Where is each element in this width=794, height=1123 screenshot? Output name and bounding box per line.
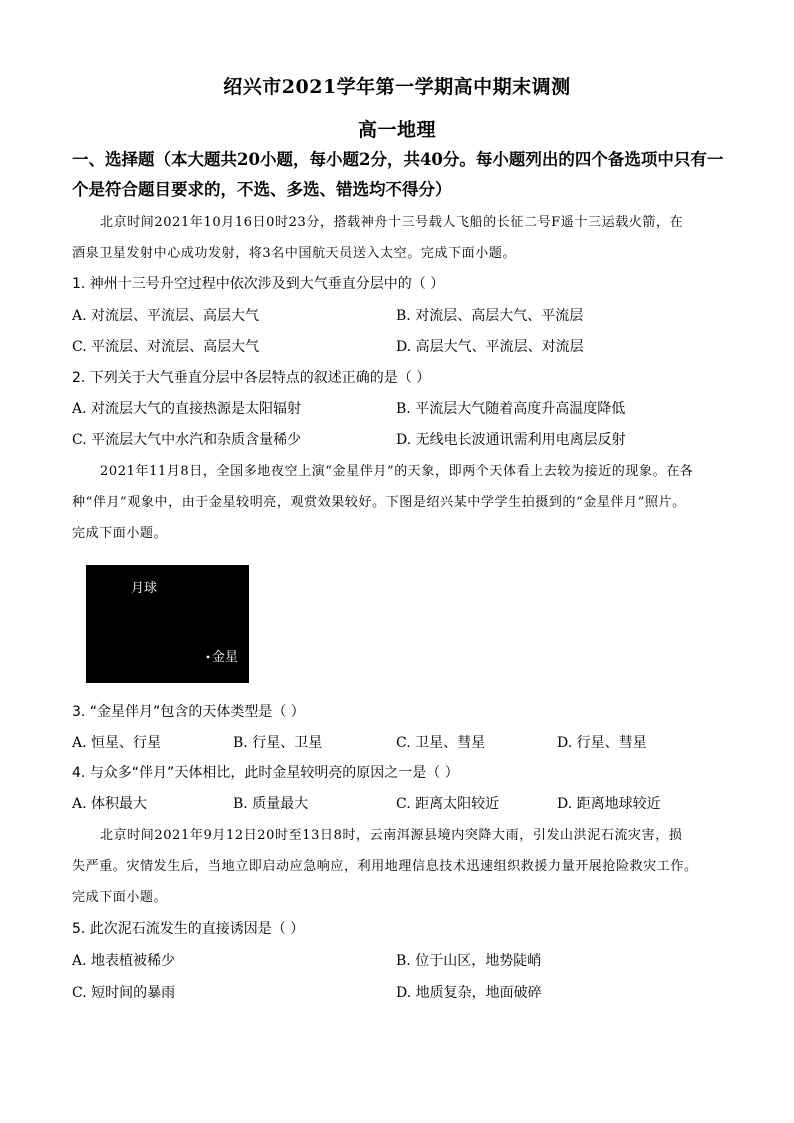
option-letter: B.: [233, 796, 248, 812]
option-letter: D.: [557, 735, 573, 751]
question-3-option-b[interactable]: [233, 733, 322, 753]
option-text: 短时间的暴雨: [91, 985, 176, 1001]
question-5-option-b[interactable]: [396, 951, 541, 971]
option-text: 地表植被稀少: [91, 953, 176, 969]
question-3-option-c[interactable]: [396, 733, 485, 753]
question-4-option-b[interactable]: [233, 794, 308, 814]
option-letter: C.: [72, 985, 87, 1001]
option-text: 卫星、彗星: [415, 735, 486, 751]
option-text: 恒星、行星: [91, 735, 162, 751]
question-2-option-b[interactable]: [396, 399, 625, 419]
option-text: 位于山区，地势陡峭: [415, 953, 542, 969]
option-text: 对流层、高层大气、平流层: [415, 308, 584, 324]
option-letter: A.: [72, 308, 87, 324]
option-letter: D.: [396, 339, 412, 355]
question-5-option-c[interactable]: [72, 983, 175, 1003]
passage-2: [72, 456, 724, 549]
option-letter: A.: [72, 953, 87, 969]
option-letter: B.: [396, 953, 411, 969]
question-3-option-d[interactable]: [557, 733, 647, 753]
option-text: 平流层大气中水汽和杂质含量稀少: [91, 432, 302, 448]
option-letter: C.: [72, 339, 87, 355]
passage-3-line2: 失严重。灾情发生后，当地立即启动应急响应，利用地理信息技术迅速组织救援力量开展抢险救灾工作。: [72, 859, 698, 874]
option-text: 距离太阳较近: [415, 796, 500, 812]
question-2-stem: 2. 下列关于大气垂直分层中各层特点的叙述正确的是（ ）: [72, 370, 431, 386]
passage-2-line3: 完成下面小题。: [72, 526, 168, 541]
question-5-option-a[interactable]: [72, 951, 175, 971]
option-letter: C.: [72, 432, 87, 448]
option-text: 平流层大气随着高度升高温度降低: [415, 401, 626, 417]
passage-2-line2: 种“伴月”观象中，由于金星较明亮，观赏效果较好。下图是绍兴某中学学生拍摄到的“金星伴月”照片。: [72, 495, 686, 510]
passage-1-line2: 酒泉卫星发射中心成功发射，将3名中国航天员送入太空。完成下面小题。: [72, 246, 517, 261]
option-text: 高层大气、平流层、对流层: [415, 339, 584, 355]
question-1-option-b[interactable]: [396, 306, 583, 326]
section-heading-line2: 个是符合题目要求的，不选、多选、错选均不得分）: [72, 180, 452, 199]
question-1-stem: 1. 神州十三号升空过程中依次涉及到大气垂直分层中的（ ）: [72, 276, 445, 292]
passage-2-line1: 2021年11月8日，全国多地夜空上演“金星伴月”的天象，即两个天体看上去较为接近的现象。在各: [100, 464, 694, 479]
option-text: 距离地球较近: [576, 796, 661, 812]
question-1-option-d[interactable]: [396, 337, 584, 357]
question-3-stem: 3. “金星伴月”包含的天体类型是（ ）: [72, 704, 305, 720]
passage-3-line1: 北京时间2021年9月12日20时至13日8时，云南洱源县境内突降大雨，引发山洪泥石流灾害，损: [100, 828, 683, 843]
option-text: 平流层、对流层、高层大气: [91, 339, 260, 355]
question-5-stem: 5. 此次泥石流发生的直接诱因是（ ）: [72, 921, 305, 937]
passage-1: [72, 207, 724, 269]
option-text: 对流层、平流层、高层大气: [91, 308, 260, 324]
question-4-option-c[interactable]: [396, 794, 499, 814]
question-5-option-d[interactable]: [396, 983, 542, 1003]
passage-3: [72, 820, 724, 913]
moon-label: 月球: [131, 581, 158, 596]
exam-title: 绍兴市2021学年第一学期高中期末调测: [223, 76, 571, 98]
option-letter: D.: [557, 796, 573, 812]
venus-label: 金星: [212, 650, 239, 665]
option-letter: A.: [72, 735, 87, 751]
crescent-moon-icon: [86, 565, 249, 683]
exam-subject: 高一地理: [357, 119, 436, 141]
passage-1-line1: 北京时间2021年10月16日0时23分，搭载神舟十三号载人飞船的长征二号F遥十三运载火箭，在: [100, 215, 684, 230]
option-letter: B.: [396, 401, 411, 417]
section-heading: [72, 145, 732, 205]
passage-3-line3: 完成下面小题。: [72, 890, 168, 905]
question-2-option-a[interactable]: [72, 399, 301, 419]
question-4-stem: 4. 与众多“伴月”天体相比，此时金星较明亮的原因之一是（ ）: [72, 765, 459, 781]
option-text: 对流层大气的直接热源是太阳辐射: [91, 401, 302, 417]
option-letter: C.: [396, 735, 411, 751]
question-4-option-d[interactable]: [557, 794, 661, 814]
option-text: 体积最大: [91, 796, 148, 812]
option-letter: B.: [233, 735, 248, 751]
option-text: 行星、彗星: [576, 735, 647, 751]
question-1-option-a[interactable]: [72, 306, 259, 326]
option-letter: D.: [396, 432, 412, 448]
option-letter: A.: [72, 401, 87, 417]
option-letter: D.: [396, 985, 412, 1001]
option-letter: C.: [396, 796, 411, 812]
question-2-option-c[interactable]: [72, 430, 301, 450]
option-text: 地质复杂，地面破碎: [415, 985, 542, 1001]
question-2-option-d[interactable]: [396, 430, 626, 450]
option-text: 质量最大: [252, 796, 309, 812]
section-heading-line1: 一、选择题（本大题共20小题，每小题2分，共40分。每小题列出的四个备选项中只有一: [72, 150, 724, 169]
option-text: 无线电长波通讯需利用电离层反射: [415, 432, 626, 448]
option-letter: A.: [72, 796, 87, 812]
question-1-option-c[interactable]: [72, 337, 259, 357]
question-3-option-a[interactable]: [72, 733, 161, 753]
option-letter: B.: [396, 308, 411, 324]
option-text: 行星、卫星: [252, 735, 323, 751]
venus-moon-photo: [86, 565, 249, 683]
question-4-option-a[interactable]: [72, 794, 147, 814]
